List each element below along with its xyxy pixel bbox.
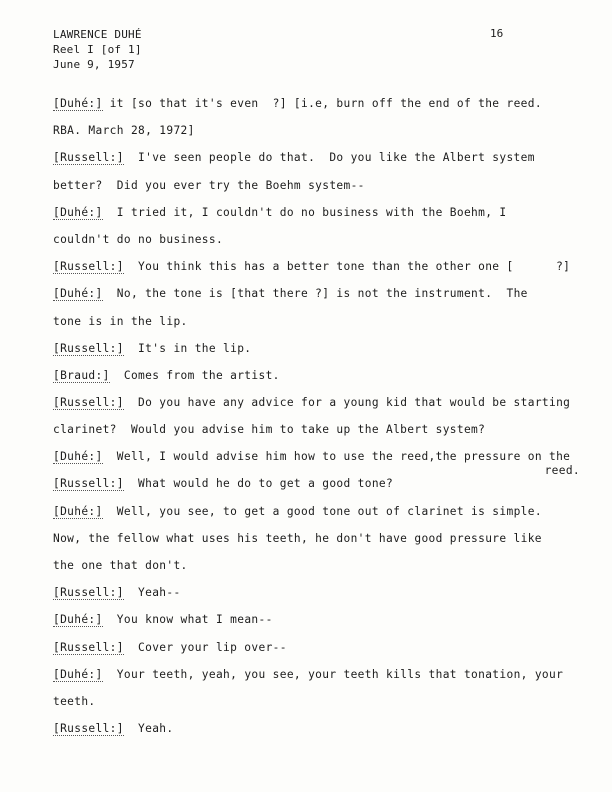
transcript-line [53,422,588,449]
speaker-label: [Duhé:] [53,450,103,464]
speaker-label: [Russell:] [53,640,124,654]
transcript-line [53,558,588,585]
line-text: teeth. [53,694,96,708]
line-text: the one that don't. [53,559,188,572]
transcript-line [53,395,588,422]
speaker-label: [Duhé:] [53,205,103,219]
transcript-line [53,205,588,232]
speaker-label: [Russell:] [53,396,124,410]
line-text: Comes from the artist. [109,368,280,382]
line-text: No, the tone is [that there ?] is not the instrument. The [102,287,528,301]
line-text: Your teeth, yeah, you see, your teeth kills that tonation, your [102,667,564,681]
line-text: tone is in the lip. [53,314,188,328]
line-text: Now, the fellow what uses his teeth, he don't have good pressure like [53,531,542,545]
speaker-label: [Duhé:] [53,613,103,627]
transcript-line [53,476,588,503]
speaker-label: [Duhé:] [53,504,103,518]
speaker-label: [Duhé:] [53,287,103,301]
line-text: better? Did you ever try the Boehm system-- [53,178,365,192]
line-text: Cover your lip over-- [123,640,287,654]
transcript-line [53,259,588,286]
line-text: You think this has a better tone than the other one [ ?] [123,260,571,274]
transcript-body [53,96,588,748]
transcript-line [53,694,588,721]
line-text: Do you have any advice for a young kid that would be starting [123,396,571,410]
reel-label: Reel I [of 1] [53,43,142,56]
transcript-line [53,640,588,667]
interview-date: June 9, 1957 [53,58,135,71]
transcript-line [53,368,588,395]
transcript-line [53,150,588,177]
speaker-label: [Braud:] [53,368,110,382]
line-text: RBA. March 28, 1972] [53,124,195,138]
margin-note-line [53,465,588,476]
speaker-label: [Russell:] [53,477,124,491]
page-number: 16 [490,27,504,40]
line-text: clarinet? Would you advise him to take up the Albert system? [53,423,486,437]
transcript-line [53,531,588,558]
transcript-line [53,585,588,612]
line-text: What would he do to get a good tone? [123,477,394,491]
transcript-line [53,341,588,368]
line-text: it [so that it's even ?] [i.e, burn off the end of the reed. [102,97,542,110]
line-text: Yeah. [123,722,174,736]
transcript-line [53,449,588,465]
speaker-label: [Duhé:] [53,97,103,110]
transcript-line [53,667,588,694]
interviewee-name: LAWRENCE DUHÉ [53,28,142,41]
transcript-line [53,123,588,150]
transcript-line [53,504,588,531]
line-text: It's in the lip. [123,341,252,355]
line-text: You know what I mean-- [102,613,273,627]
document-header [53,27,142,72]
speaker-label: [Russell:] [53,151,124,165]
transcript-line [53,314,588,341]
transcript-line [53,96,588,123]
speaker-label: [Duhé:] [53,667,103,681]
speaker-label: [Russell:] [53,260,124,274]
speaker-label: [Russell:] [53,586,124,600]
line-text: I've seen people do that. Do you like the Albert system [123,151,535,165]
margin-note: reed. [544,464,580,478]
transcript-line [53,286,588,313]
transcript-line [53,721,588,748]
line-text: Well, I would advise him how to use the reed,the pressure on the [102,450,571,464]
speaker-label: [Russell:] [53,341,124,355]
transcript-line [53,178,588,205]
transcript-line [53,612,588,639]
line-text: couldn't do no business. [53,232,224,246]
line-text: Yeah-- [123,586,181,600]
speaker-label: [Russell:] [53,722,124,736]
transcript-line [53,232,588,259]
line-text: I tried it, I couldn't do no business with the Boehm, I [102,205,507,219]
line-text: Well, you see, to get a good tone out of clarinet is simple. [102,504,542,518]
